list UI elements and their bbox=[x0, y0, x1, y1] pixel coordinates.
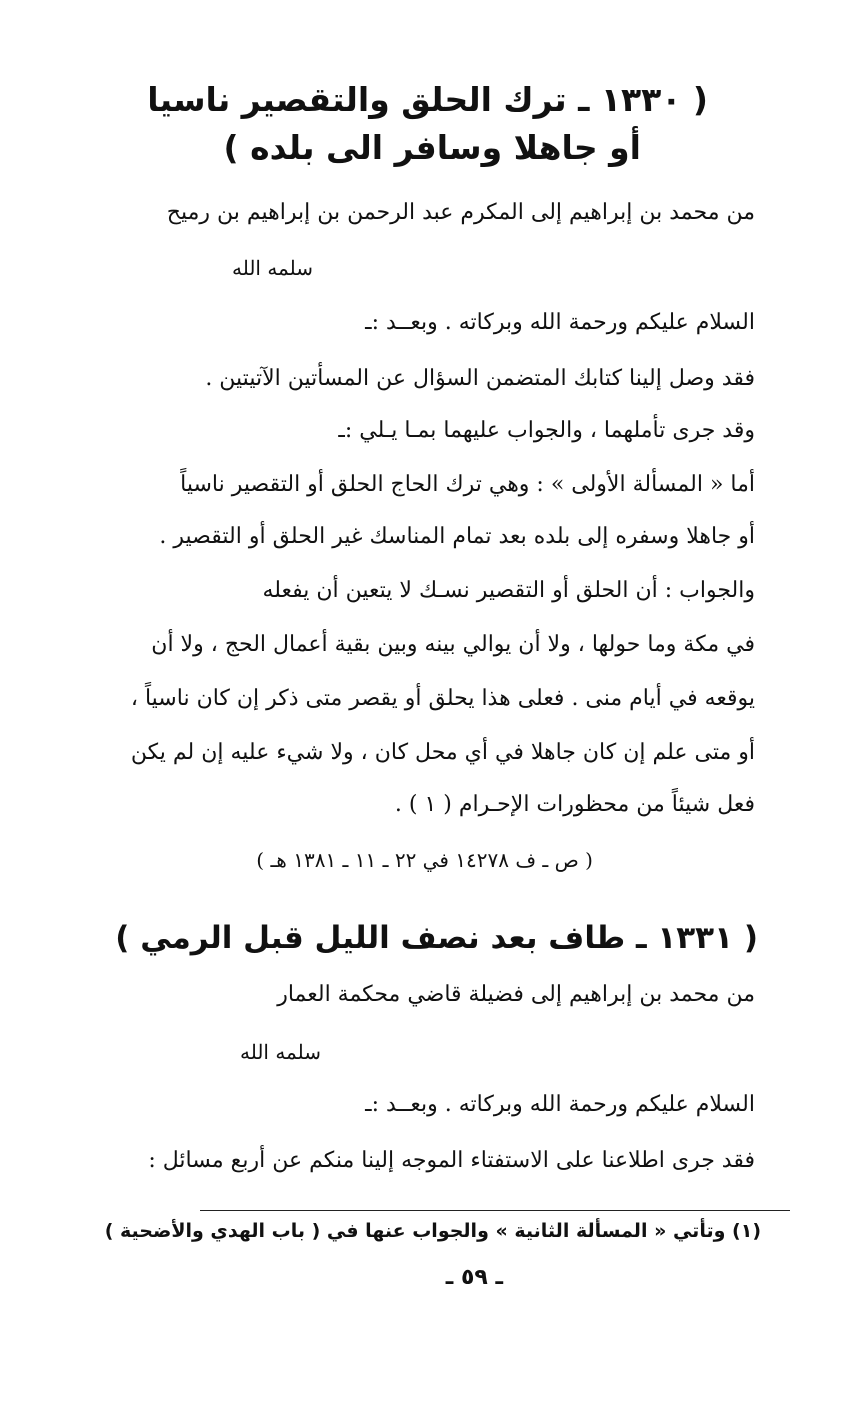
footnote: (١) وتأتي « المسألة الثانية » والجواب عنها في ( باب الهدي والأضحية ) bbox=[104, 1220, 761, 1242]
answer-line-1: والجواب : أن الحلق أو التقصير نسـك لا يتعين أن يفعله bbox=[262, 578, 755, 603]
paragraph-2-line-2: أو جاهلا وسفره إلى بلده بعد تمام المناسك غير الحلق أو التقصير . bbox=[159, 524, 755, 549]
answer-line-3: يوقعه في أيام منى . فعلى هذا يحلق أو يقصر متى ذكر إن كان ناسياً ، bbox=[130, 686, 755, 711]
paragraph-1-line-2: وقد جرى تأملهما ، والجواب عليهما بمـا يـلي :ـ bbox=[338, 418, 755, 443]
letter2-greeting: السلام عليكم ورحمة الله وبركاته . وبعــد :ـ bbox=[365, 1092, 755, 1117]
letter-from-line: من محمد بن إبراهيم إلى المكرم عبد الرحمن بن إبراهيم بن رميح bbox=[166, 200, 755, 225]
answer-line-5: فعل شيئاً من محظورات الإحـرام ( ١ ) . bbox=[394, 792, 755, 817]
section-1330-title-line1: ( ١٣٣٠ ـ ترك الحلق والتقصير ناسيا bbox=[147, 80, 708, 119]
fatwa-reference: ( ص ـ ف ١٤٢٧٨ في ٢٢ ـ ١١ ـ ١٣٨١ هـ ) bbox=[256, 848, 593, 872]
paragraph-1-line-1: فقد وصل إلينا كتابك المتضمن السؤال عن المسأتين الآتيتين . bbox=[205, 366, 755, 391]
section-1331-title: ( ١٣٣١ ـ طاف بعد نصف الليل قبل الرمي ) bbox=[115, 920, 758, 956]
footnote-divider bbox=[200, 1210, 790, 1211]
letter2-from-line: من محمد بن إبراهيم إلى فضيلة قاضي محكمة العمار bbox=[277, 982, 755, 1007]
letter2-salute: سلمه الله bbox=[239, 1040, 321, 1064]
letter-salute: سلمه الله bbox=[231, 256, 313, 280]
letter-greeting: السلام عليكم ورحمة الله وبركاته . وبعــد :ـ bbox=[365, 310, 755, 335]
answer-line-2: في مكة وما حولها ، ولا أن يوالي بينه وبين بقية أعمال الحج ، ولا أن bbox=[151, 632, 755, 657]
answer-line-4: أو متى علم إن كان جاهلا في أي محل كان ، ولا شيء عليه إن لم يكن bbox=[130, 740, 755, 765]
letter2-paragraph-1: فقد جرى اطلاعنا على الاستفتاء الموجه إلينا منكم عن أربع مسائل : bbox=[148, 1148, 755, 1173]
page-number: ـ ٥٩ ـ bbox=[445, 1265, 503, 1290]
section-1330-title-line2: أو جاهلا وسافر الى بلده ) bbox=[223, 128, 641, 167]
paragraph-2-line-1: أما « المسألة الأولى » : وهي ترك الحاج الحلق أو التقصير ناسياً bbox=[180, 472, 755, 497]
